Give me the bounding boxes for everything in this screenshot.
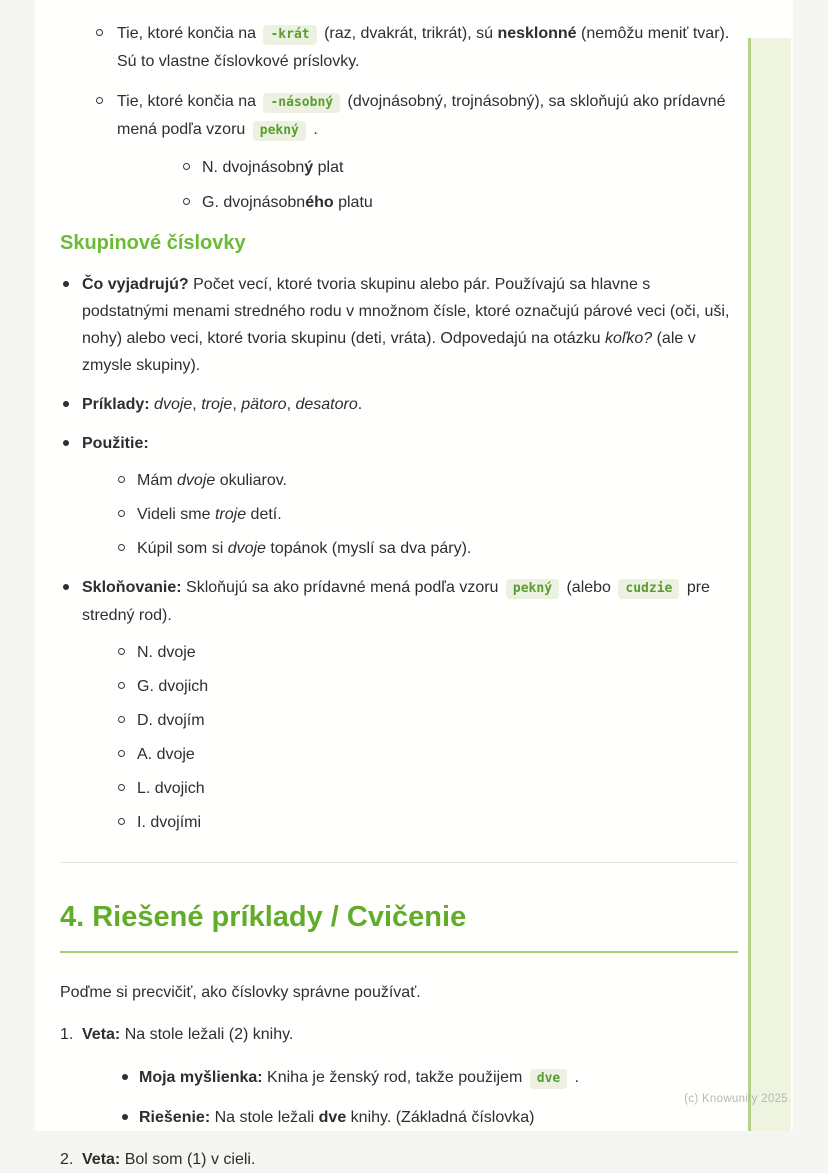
circle-bullet-icon [183, 198, 190, 205]
list-item [82, 707, 738, 734]
list-item [117, 189, 738, 216]
circle-bullet-icon [96, 29, 103, 36]
usage-example-list [82, 467, 738, 562]
section-heading-cvicenie: 4. Riešené príklady / Cvičenie [60, 899, 738, 953]
circle-bullet-icon [96, 97, 103, 104]
list-item-text: G. dvojich [137, 678, 209, 695]
exercise-number: 1. [60, 1026, 74, 1043]
copyright-watermark: (c) Knowunity 2025 [684, 1093, 788, 1105]
disc-bullet-icon [63, 401, 69, 407]
list-item-text: A. dvoje [137, 746, 195, 763]
list-item-text: Skloňovanie: Skloňujú sa ako prídavné mená podľa vzoru pekný (alebo cudzie pre stredný rod). [82, 579, 710, 624]
section-heading-skupinove: Skupinové číslovky [60, 232, 246, 254]
disc-bullet-icon [122, 1114, 128, 1120]
list-item-text: I. dvojími [137, 814, 202, 831]
list-item [82, 535, 738, 562]
exercise-sub-list [104, 1064, 738, 1131]
exercise-item [60, 1146, 738, 1173]
list-item [82, 639, 738, 666]
list-item [82, 467, 738, 494]
list-item [104, 1064, 738, 1092]
list-item [60, 20, 738, 75]
list-item-text: Tie, ktoré končia na -násobný (dvojnásobný, trojnásobný), sa skloňujú ako prídavné mená podľa vzoru pekný . [117, 93, 726, 138]
exercise-number: 2. [60, 1151, 74, 1168]
list-item [82, 775, 738, 802]
list-item [60, 430, 738, 562]
disc-bullet-icon [122, 1074, 128, 1080]
list-item-text: Príklady: dvoje, troje, pätoro, desatoro. [82, 396, 363, 413]
circle-bullet-icon [118, 682, 125, 689]
exercise-item [60, 1021, 738, 1131]
suffix-rules-list [60, 20, 738, 216]
list-item [60, 271, 738, 379]
list-item [60, 574, 738, 836]
list-item-text: Moja myšlienka: Kniha je ženský rod, takže použijem dve . [139, 1069, 579, 1086]
list-item-text: D. dvojím [137, 712, 205, 729]
document-page [35, 0, 793, 1168]
skupinove-list [60, 271, 738, 836]
list-item-text: L. dvojich [137, 780, 205, 797]
list-item [104, 1104, 738, 1131]
declension-example-list [117, 154, 738, 216]
list-item-text: N. dvoje [137, 644, 196, 661]
exercise-text: Veta: Na stole ležali (2) knihy. [82, 1026, 294, 1043]
disc-bullet-icon [63, 281, 69, 287]
circle-bullet-icon [118, 750, 125, 757]
list-item [82, 673, 738, 700]
exercises-list [60, 1021, 738, 1173]
list-item-text: Použitie: [82, 435, 149, 452]
list-item-text: Kúpil som si dvoje topánok (myslí sa dva páry). [137, 540, 472, 557]
list-item-text: Riešenie: Na stole ležali dve knihy. (Základná číslovka) [139, 1109, 535, 1126]
circle-bullet-icon [118, 784, 125, 791]
list-item [117, 154, 738, 181]
exercise-subitems [104, 1064, 738, 1131]
circle-bullet-icon [118, 716, 125, 723]
disc-bullet-icon [63, 440, 69, 446]
section-divider [60, 862, 738, 863]
page-accent-bar [748, 38, 791, 1131]
list-item-text: N. dvojnásobný plat [202, 159, 344, 176]
list-item-text: Čo vyjadrujú? Počet vecí, ktoré tvoria skupinu alebo pár. Používajú sa hlavne s podstatnými menami stredného rodu v množnom čísle, ktoré označujú párové veci (oči, uši, nohy) alebo veci, ktoré tvoria skupinu (deti, vráta). Odpovedajú na otázku koľko? (ale v zmysle skupiny). [82, 276, 730, 374]
list-item-text: G. dvojnásobného platu [202, 194, 373, 211]
disc-bullet-icon [63, 584, 69, 590]
list-item [60, 88, 738, 216]
exercise-text: Veta: Bol som (1) v cieli. [82, 1151, 256, 1168]
list-item [82, 741, 738, 768]
circle-bullet-icon [118, 818, 125, 825]
circle-bullet-icon [118, 476, 125, 483]
circle-bullet-icon [118, 510, 125, 517]
list-item [60, 391, 738, 418]
section-intro-text: Poďme si precvičiť, ako číslovky správne používať. [60, 984, 421, 1001]
list-item-text: Videli sme troje detí. [137, 506, 282, 523]
list-item-text: Mám dvoje okuliarov. [137, 472, 287, 489]
circle-bullet-icon [118, 544, 125, 551]
page-content [60, 0, 738, 1173]
case-forms-list [82, 639, 738, 836]
list-item-text: Tie, ktoré končia na -krát (raz, dvakrát, trikrát), sú nesklonné (nemôžu meniť tvar). Sú to vlastne číslovkové príslovky. [117, 25, 730, 70]
circle-bullet-icon [183, 163, 190, 170]
list-item [82, 809, 738, 836]
circle-bullet-icon [118, 648, 125, 655]
list-item [82, 501, 738, 528]
